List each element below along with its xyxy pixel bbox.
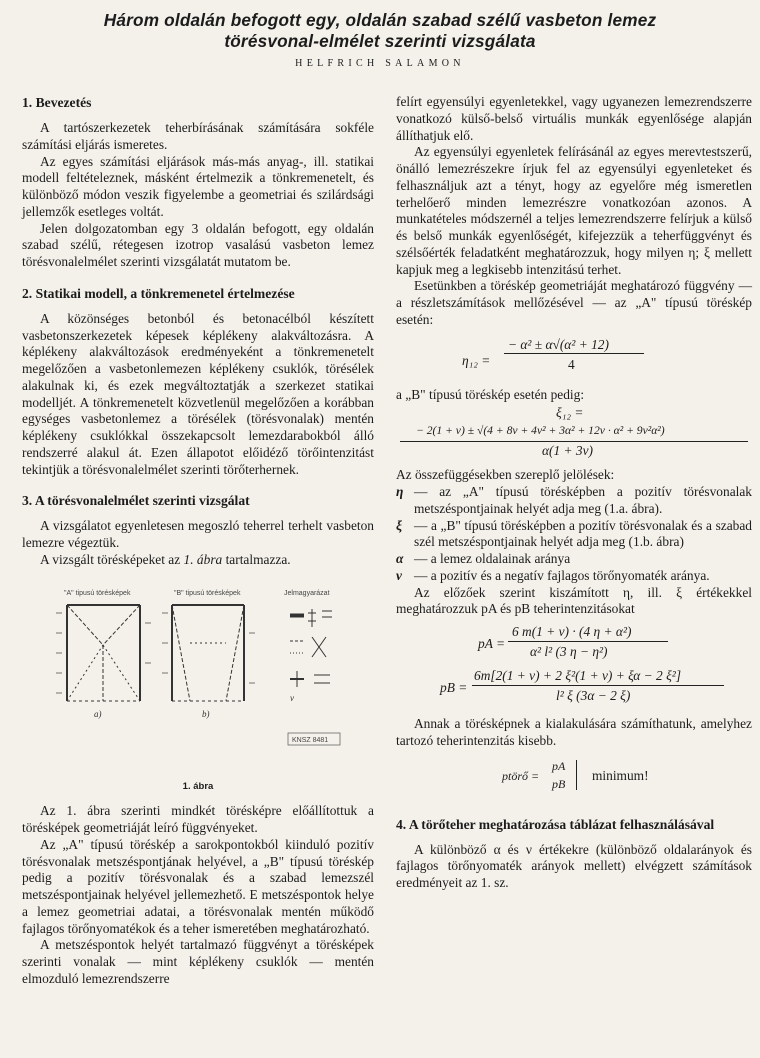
equation-eta bbox=[396, 335, 752, 385]
equation-xi bbox=[396, 405, 752, 461]
paragraph: a „B" típusú töréskép esetén pedig: bbox=[396, 386, 585, 402]
paragraph: A közönséges betonból és betonacélból készített vasbetonszerkezetek képesek képlékeny alakváltozásra. A képlékeny alakváltozások eredményeként a tönkremenetelt megelőzően a vasbetonlemezen képlékeny csuklók, törésélek alakulnak ki, és ezek megváltoztatják a szerkezet statikai modelljét. A tönkremenetelt közvetlenül megelőzően a korábban egységes vasbetonlemez a törésélek (törésvonalak) mentén képlékeny csuklókkal összekapcsolt lemezdarabokból álló rendszerré alakul át. Ezen állapotot előidéző törőintenzitást tekintjük a törésvonalelmélet szerinti törőterhernek. bbox=[22, 310, 374, 477]
equation-pa-denominator: α² l² (3 η − η²) bbox=[530, 644, 608, 659]
paragraph: felírt egyensúlyi egyenletekkel, vagy ugyanezen lemezrendszerre vonatkozó külső-belső virtuális munkák egyenlősége alapján állíthatjuk elő. bbox=[396, 94, 752, 143]
paragraph: A tartószerkezetek teherbírásának számítására sokféle számítási eljárás ismeretes. bbox=[22, 120, 374, 152]
equation-xi-lhs: ξ₁₂ = bbox=[556, 405, 584, 421]
paragraph: Az egyes számítási eljárások más-más anyag-, ill. statikai modell feltételeznek, másként értelmezik a tönkremenetelt, és különböző módon veszik figyelembe a geometriai és szilárdsági jellemzők esetleges voltát. bbox=[22, 153, 374, 219]
equation-xi-denominator: α(1 + 3ν) bbox=[542, 443, 594, 459]
fig-sub-b: b) bbox=[202, 708, 210, 719]
equation-pa bbox=[396, 624, 752, 664]
paragraph: Esetünkben a töréskép geometriáját meghatározó függvény — a részletszámítások mellőzésével — az „A" típusú töréskép esetén: bbox=[396, 278, 752, 327]
equation-xi-numerator: − 2(1 + ν) ± √(4 + 8ν + 4ν² + 3α² + 12ν · α² + 9ν²α²) bbox=[416, 424, 665, 438]
equation-ptoro-pa: pA bbox=[552, 758, 566, 773]
figure-reference: 1. ábra bbox=[183, 551, 223, 567]
paragraph: Az „A" típusú töréskép a sarokpontokból kiinduló pozitív törésvonalak metszéspontjának helyével, a „B" típusú töréskép pedig a pozitív törésvonalak és a szabad lemezszél metszéspontjainak helyével jellemezhető. E metszéspontok helye a lemez geometriai adatai, a törésvonalak mentén működő fajlagos törőnyomatékok és a teher ismeretében meghatározható. bbox=[22, 836, 374, 936]
figure-stamp: KNSZ 8481 bbox=[292, 736, 329, 744]
section-4-title: 4. A törőteher meghatározása táblázat felhasználásával bbox=[396, 816, 715, 832]
fig-label-a-type: "A" tipusú törésképek bbox=[64, 589, 131, 597]
paragraph: Jelen dolgozatomban egy 3 oldalán befogott, egy oldalán szabad szélű, rétegesen izotrop vasalású vasbeton lemez törésvonalelmélet szerinti vizsgálatát mutatom be. bbox=[22, 220, 374, 269]
paragraph: A metszéspontok helyét tartalmazó függvényt a törésképek szerinti vonalak — mint képlékeny csuklók — mentén elmozduló lemezrendszerre bbox=[22, 937, 374, 986]
paragraph: A vizsgált törésképeket az 1. ábra tartalmazza. bbox=[40, 551, 291, 567]
equation-eta-denominator: 4 bbox=[568, 356, 575, 372]
equation-ptoro-pb: pB bbox=[552, 776, 566, 791]
figure-1 bbox=[22, 583, 374, 773]
article-header bbox=[0, 10, 760, 69]
equation-pb-numerator: 6m[2(1 + ν) + 2 ξ²(1 + ν) + ξα − 2 ξ²] bbox=[474, 668, 682, 683]
fig-label-legend: Jelmagyarázat bbox=[284, 589, 330, 597]
fig-label-b-type: "B" tipusú törésképek bbox=[174, 589, 241, 597]
section-1-title: 1. Bevezetés bbox=[22, 95, 92, 110]
right-column bbox=[396, 94, 752, 892]
notation-item: η — az „A" típusú törésképben a pozitív törésvonalak metszéspontjainak helyét adja meg (1.a. ábra). bbox=[396, 484, 752, 516]
notation-item: ν — a pozitív és a negatív fajlagos törőnyomaték aránya. bbox=[396, 567, 710, 583]
notation-item: α — a lemez oldalainak aránya bbox=[396, 551, 571, 566]
article-title-line1: Három oldalán befogott egy, oldalán szabad szélű vasbeton lemez bbox=[103, 10, 657, 30]
equation-pb-lhs: pB = bbox=[440, 680, 468, 695]
equation-eta-lhs: η₁₂ = bbox=[462, 352, 491, 368]
paragraph: A különböző α és ν értékekre (különböző oldalarányok és fajlagos törőnyomaték arányok mellett) elvégzett számítások eredményeit az 1. sz. bbox=[396, 841, 752, 890]
paragraph: Annak a törésképnek a kialakulására számíthatunk, amelyhez tartozó teherintenzitás kisebb. bbox=[396, 716, 752, 748]
paragraph: Az egyensúlyi egyenletek felírásánál az egyes merevtestszerű, önálló lemezrészekre írjuk fel az egyensúlyi egyenleteket és felhasználjuk azt a tényt, hogy az egyelőre még ismeretlen terhelőerő minden lemezrészre vonatkozóan azonos. A munkatételes módszernél a teljes lemezrendszerre felírjuk a külső és belső munkák egyenlőségét, kifejezzük a teherfüggvényt és szélsőérték feladatként meghatározzuk, hogy milyen η; ξ mellett kapjuk meg a legkisebb intenzitású terhet. bbox=[396, 144, 752, 277]
section-3-title: 3. A törésvonalelmélet szerinti vizsgálat bbox=[22, 493, 250, 509]
equation-ptoro bbox=[396, 756, 752, 796]
equation-pb-denominator: l² ξ (3α − 2 ξ) bbox=[556, 688, 631, 703]
equation-pa-numerator: 6 m(1 + ν) · (4 η + α²) bbox=[512, 624, 632, 639]
svg-text:ν: ν bbox=[290, 692, 294, 703]
plate-a bbox=[67, 605, 140, 701]
equation-eta-numerator: − α² ± α√(α² + 12) bbox=[508, 336, 609, 352]
legend-symbols bbox=[290, 609, 332, 687]
article-title-line2: törésvonal-elmélet szerinti vizsgálata bbox=[224, 31, 536, 51]
equation-ptoro-lhs: ptörő = bbox=[502, 768, 540, 783]
paragraph: A vizsgálatot egyenletesen megoszló teherrel terhelt vasbeton lemezre végeztük. bbox=[22, 518, 374, 550]
left-column bbox=[22, 92, 374, 988]
article-author: HELFRICH SALAMON bbox=[295, 58, 465, 69]
fig-sub-a: a) bbox=[94, 708, 102, 719]
figure-1-drawing bbox=[22, 583, 374, 773]
paragraph: Az 1. ábra szerinti mindkét törésképre előállítottuk a törésképek geometriáját leíró függvényeket. bbox=[22, 803, 374, 835]
equation-ptoro-rhs: minimum! bbox=[592, 767, 649, 783]
plate-b bbox=[172, 605, 244, 701]
paragraph: Az előzőek szerint kiszámított η, ill. ξ értékekkel meghatározzuk pA és pB teherintenzitásokat bbox=[396, 584, 752, 617]
paragraph: Az összefüggésekben szereplő jelölések: bbox=[396, 467, 615, 483]
notation-item: ξ — a „B" típusú törésképben a pozitív törésvonalak és a szabad szél metszéspontjainak helyét adja meg (1.b. ábra) bbox=[396, 517, 752, 550]
equation-pa-lhs: pA = bbox=[478, 636, 506, 651]
section-2-title: 2. Statikai modell, a tönkremenetel értelmezése bbox=[22, 285, 295, 301]
equation-pb bbox=[396, 668, 752, 710]
figure-caption: 1. ábra bbox=[182, 780, 214, 792]
notation-list bbox=[396, 484, 752, 585]
